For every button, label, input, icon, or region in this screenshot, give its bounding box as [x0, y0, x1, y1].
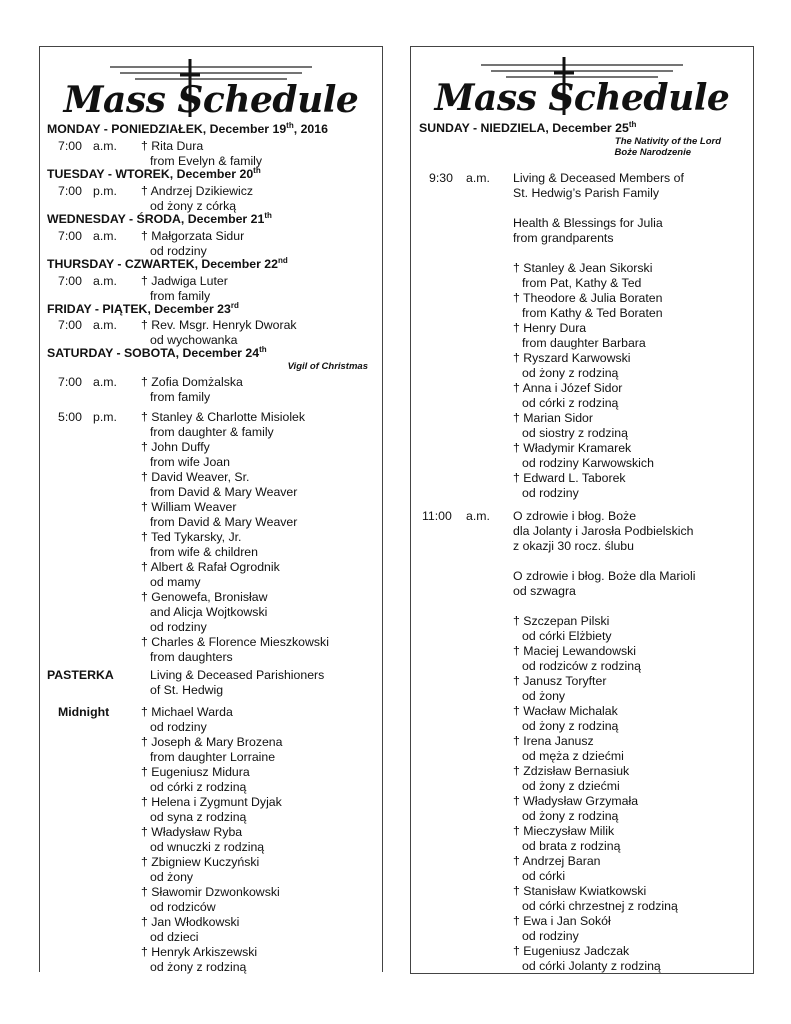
intention-line: z okazji 30 rocz. ślubu — [513, 539, 634, 553]
intention-line: † Zbigniew Kuczyński — [141, 855, 260, 869]
intention-line: † Michael Warda — [141, 705, 233, 719]
day-heading: TUESDAY - WTOREK, December 20th — [47, 166, 261, 182]
intention-line: Living & Deceased Members of — [513, 171, 684, 185]
mass-time: 7:00 — [58, 229, 82, 243]
intention-line: † Władymir Kramarek — [513, 441, 632, 455]
mass-time: 11:00 — [422, 509, 452, 523]
intention-line: from Pat, Kathy & Ted — [522, 276, 642, 290]
intention-line: † Henryk Arkiszewski — [141, 945, 258, 959]
intention-line: od rodziny — [522, 486, 579, 500]
mass-ampm: a.m. — [93, 139, 117, 153]
intention-line: † Genowefa, Bronisław — [141, 590, 268, 604]
intention-line: od rodziny — [522, 929, 579, 943]
pasterka-label: PASTERKA — [47, 668, 114, 682]
left-column — [39, 46, 383, 972]
intention-line: † Albert & Rafał Ogrodnik — [141, 560, 280, 574]
mass-ampm: p.m. — [93, 410, 117, 424]
mass-schedule-logo — [40, 53, 382, 129]
intention-line: † Maciej Lewandowski — [513, 644, 637, 658]
intention-line: † Rita Dura — [141, 139, 204, 153]
intention-line: † Stanisław Kwiatkowski — [513, 884, 647, 898]
mass-time: 7:00 — [58, 375, 82, 389]
intention-line: od rodziny — [150, 244, 207, 258]
intention-line: od brata z rodziną — [522, 839, 621, 853]
intention-line: † John Duffy — [141, 440, 210, 454]
intention-line: of St. Hedwig — [150, 683, 224, 697]
intention-line: od żony z rodziną — [522, 809, 619, 823]
day-heading: SATURDAY - SOBOTA, December 24th — [47, 345, 267, 361]
intention-line: † Charles & Florence Mieszkowski — [141, 635, 329, 649]
vigil-note: Vigil of Christmas — [287, 361, 368, 372]
intention-line: od męża z dziećmi — [522, 749, 624, 763]
intention-line: od córki Elżbiety — [522, 629, 612, 643]
intention-line: od żony z dziećmi — [522, 779, 620, 793]
intention-line: od mamy — [150, 575, 201, 589]
intention-line: St. Hedwig’s Parish Family — [513, 186, 660, 200]
intention-line: † Helena i Zygmunt Dyjak — [141, 795, 282, 809]
intention-line: od rodziny Karwowskich — [522, 456, 654, 470]
intention-line: † Sławomir Dzwonkowski — [141, 885, 280, 899]
intention-line: † Zdzisław Bernasiuk — [513, 764, 630, 778]
intention-line: od córki chrzestnej z rodziną — [522, 899, 678, 913]
mass-ampm: a.m. — [93, 229, 117, 243]
intention-line: from daughter Barbara — [522, 336, 646, 350]
mass-time: 9:30 — [429, 171, 453, 185]
intention-line: † Edward L. Taborek — [513, 471, 626, 485]
intention-line: od córki z rodziną — [522, 396, 619, 410]
mass-time: 7:00 — [58, 318, 82, 332]
intention-line: od siostry z rodziną — [522, 426, 628, 440]
intention-line: from daughter & family — [150, 425, 274, 439]
intention-line: od córki Jolanty z rodziną — [522, 959, 661, 973]
mass-time: 7:00 — [58, 184, 82, 198]
intention-line: from wife Joan — [150, 455, 230, 469]
midnight-label: Midnight — [58, 705, 110, 719]
intention-line: Living & Deceased Parishioners — [150, 668, 325, 682]
mass-ampm: a.m. — [93, 274, 117, 288]
mass-ampm: a.m. — [93, 375, 117, 389]
intention-line: od szwagra — [513, 584, 576, 598]
nativity-note: The Nativity of the Lord — [614, 136, 721, 147]
mass-time: 5:00 — [58, 410, 82, 424]
intention-line: † Mieczysław Milik — [513, 824, 615, 838]
intention-line: and Alicja Wojtkowski — [150, 605, 268, 619]
intention-line: O zdrowie i błog. Boże dla Marioli — [513, 569, 696, 583]
intention-line: from family — [150, 390, 211, 404]
right-column — [410, 46, 754, 974]
intention-line: † Szczepan Pilski — [513, 614, 610, 628]
day-heading: SUNDAY - NIEDZIELA, December 25th — [419, 120, 637, 136]
mass-ampm: a.m. — [466, 509, 490, 523]
mass-ampm: a.m. — [93, 318, 117, 332]
intention-line: † Theodore & Julia Boraten — [513, 291, 663, 305]
intention-line: od wychowanka — [150, 333, 238, 347]
intention-line: from daughters — [150, 650, 233, 664]
intention-line: from wife & children — [150, 545, 258, 559]
day-heading: MONDAY - PONIEDZIAŁEK, December 19th, 2016 — [47, 121, 328, 137]
intention-line: † Janusz Toryfter — [513, 674, 607, 688]
mass-ampm: a.m. — [466, 171, 490, 185]
logo-title: Mass Schedule — [434, 77, 730, 119]
intention-line: † Rev. Msgr. Henryk Dworak — [141, 318, 297, 332]
mass-ampm: p.m. — [93, 184, 117, 198]
intention-line: † Henry Dura — [513, 321, 587, 335]
intention-line: from family — [150, 289, 211, 303]
intention-line: † Zofia Domżalska — [141, 375, 243, 389]
intention-line: od córki — [522, 869, 566, 883]
nativity-note-pl: Boże Narodzenie — [614, 147, 691, 158]
intention-line: O zdrowie i błog. Boże — [513, 509, 637, 523]
intention-line: from David & Mary Weaver — [150, 485, 298, 499]
intention-line: od żony z rodziną — [150, 960, 247, 974]
intention-line: † Władysław Ryba — [141, 825, 243, 839]
intention-line: from David & Mary Weaver — [150, 515, 298, 529]
intention-line: † Anna i Józef Sidor — [513, 381, 623, 395]
intention-line: † William Weaver — [141, 500, 237, 514]
intention-line: from Kathy & Ted Boraten — [522, 306, 663, 320]
intention-line: from Evelyn & family — [150, 154, 263, 168]
intention-line: od rodziny — [150, 620, 207, 634]
intention-line: Health & Blessings for Julia — [513, 216, 663, 230]
intention-line: † Jan Włodkowski — [141, 915, 240, 929]
intention-line: od dzieci — [150, 930, 199, 944]
intention-line: † Andrzej Dzikiewicz — [141, 184, 254, 198]
intention-line: od żony z córką — [150, 199, 237, 213]
intention-line: † Irena Janusz — [513, 734, 594, 748]
intention-line: from daughter Lorraine — [150, 750, 276, 764]
intention-line: od rodziców z rodziną — [522, 659, 641, 673]
intention-line: od rodziny — [150, 720, 207, 734]
mass-schedule-logo — [411, 51, 753, 127]
intention-line: † Ted Tykarsky, Jr. — [141, 530, 242, 544]
intention-line: † Andrzej Baran — [513, 854, 601, 868]
intention-line: † Ryszard Karwowski — [513, 351, 631, 365]
day-heading: FRIDAY - PIĄTEK, December 23rd — [47, 301, 239, 317]
intention-line: † Władysław Grzymała — [513, 794, 639, 808]
intention-line: † Jadwiga Luter — [141, 274, 228, 288]
intention-line: od wnuczki z rodziną — [150, 840, 265, 854]
mass-time: 7:00 — [58, 274, 82, 288]
intention-line: od żony — [522, 689, 566, 703]
intention-line: † David Weaver, Sr. — [141, 470, 250, 484]
logo-title: Mass Schedule — [63, 79, 359, 121]
intention-line: † Ewa i Jan Sokół — [513, 914, 611, 928]
intention-line: † Stanley & Jean Sikorski — [513, 261, 653, 275]
intention-line: od córki z rodziną — [150, 780, 247, 794]
intention-line: † Joseph & Mary Brozena — [141, 735, 283, 749]
intention-line: † Wacław Michalak — [513, 704, 618, 718]
intention-line: od żony z rodziną — [522, 719, 619, 733]
intention-line: † Marian Sidor — [513, 411, 593, 425]
intention-line: od żony z rodziną — [522, 366, 619, 380]
intention-line: od rodziców — [150, 900, 216, 914]
day-heading: WEDNESDAY - ŚRODA, December 21th — [47, 211, 272, 227]
intention-line: dla Jolanty i Jarosła Podbielskich — [513, 524, 694, 538]
day-heading: THURSDAY - CZWARTEK, December 22nd — [47, 256, 288, 272]
intention-line: † Eugeniusz Midura — [141, 765, 250, 779]
intention-line: † Małgorzata Sidur — [141, 229, 245, 243]
intention-line: od żony — [150, 870, 194, 884]
intention-line: † Eugeniusz Jadczak — [513, 944, 630, 958]
intention-line: † Stanley & Charlotte Misiolek — [141, 410, 306, 424]
intention-line: od syna z rodziną — [150, 810, 247, 824]
mass-time: 7:00 — [58, 139, 82, 153]
intention-line: from grandparents — [513, 231, 614, 245]
